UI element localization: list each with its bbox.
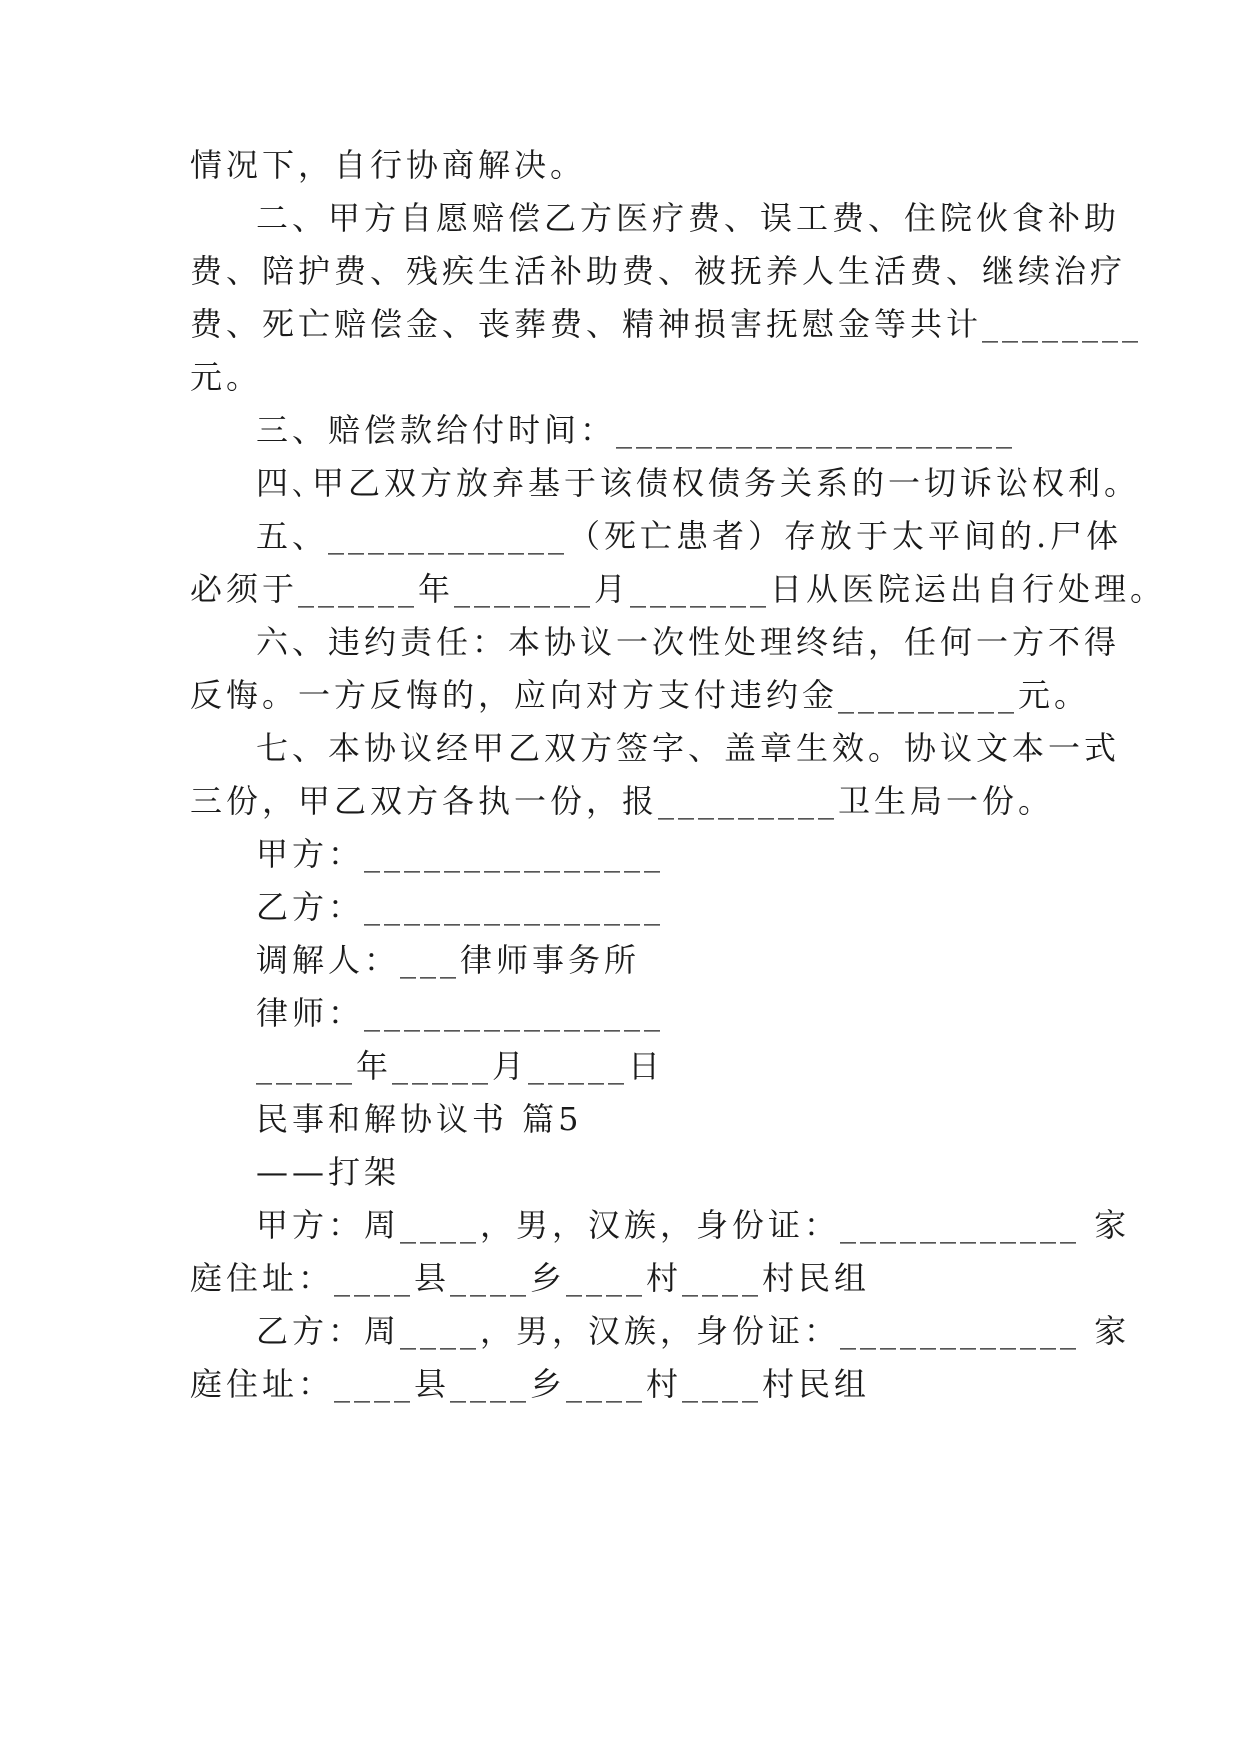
signature-date: _____年_____月_____日 — [256, 1047, 665, 1085]
text-line-10: 六、违约责任：本协议一次性处理终结，任何一方不得 — [256, 623, 1121, 661]
text-line-23: 乙方：周____，男，汉族，身份证：____________ 家 — [256, 1312, 1131, 1350]
signature-party-b: 乙方：_______________ — [256, 888, 665, 926]
text-line-2: 二、甲方自愿赔偿乙方医疗费、误工费、住院伙食补助 — [256, 199, 1121, 237]
text-line-3: 费、陪护费、残疾生活补助费、被抚养人生活费、继续治疗 — [190, 252, 1127, 290]
text-line-22: 庭住址：____县____乡____村____村民组 — [190, 1259, 871, 1297]
text-line-13: 三份，甲乙双方各执一份，报_________卫生局一份。 — [190, 782, 1055, 820]
text-line-9: 必须于______年_______月_______日从医院运出自行处理。 — [190, 570, 1167, 608]
signature-party-a: 甲方：_______________ — [256, 835, 665, 873]
text-line-6: 三、赔偿款给付时间：____________________ — [256, 411, 1017, 449]
text-line-4: 费、死亡赔偿金、丧葬费、精神损害抚慰金等共计________ — [190, 305, 1143, 343]
signature-mediator: 调解人：___律师事务所 — [256, 941, 641, 979]
section-heading: 民事和解协议书 篇5 — [256, 1100, 583, 1138]
text-line-12: 七、本协议经甲乙双方签字、盖章生效。协议文本一式 — [256, 729, 1121, 767]
text-line-24: 庭住址：____县____乡____村____村民组 — [190, 1365, 871, 1403]
text-line-11: 反悔。一方反悔的，应向对方支付违约金_________元。 — [190, 676, 1091, 714]
section-subheading: ——打架 — [256, 1153, 401, 1191]
text-line-1: 情况下，自行协商解决。 — [190, 146, 587, 184]
text-line-8: 五、____________（死亡患者）存放于太平间的.尸体 — [256, 517, 1123, 555]
signature-lawyer: 律师：_______________ — [256, 994, 665, 1032]
text-line-7: 四､甲乙双方放弃基于该债权债务关系的一切诉讼权利。 — [256, 464, 1141, 502]
text-line-5: 元。 — [190, 358, 263, 396]
text-line-21: 甲方：周____，男，汉族，身份证：____________ 家 — [256, 1206, 1131, 1244]
